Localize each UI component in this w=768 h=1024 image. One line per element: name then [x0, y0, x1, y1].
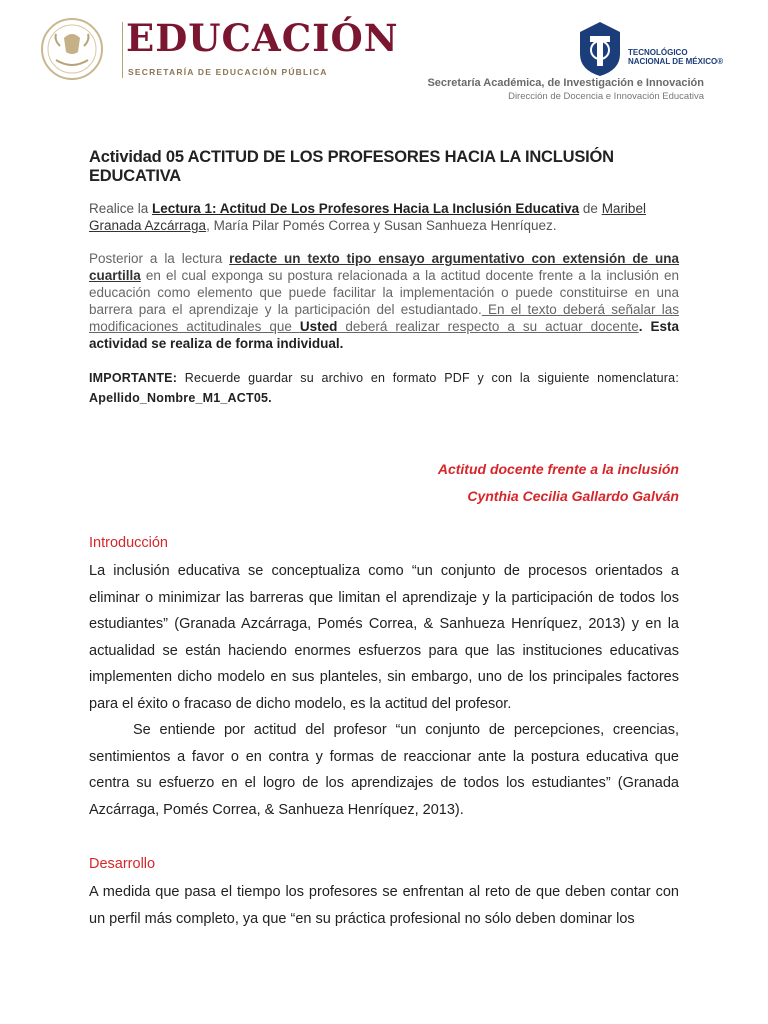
development-paragraph-1: A medida que pasa el tiempo los profesores se enfrentan al reto de que deben contar con un perfil más completo, ya que “en su práctica profesional no sólo deben dominar los — [89, 884, 679, 927]
secretaria-label: Secretaría Académica, de Investigación e Innovación — [427, 77, 704, 89]
important-note: IMPORTANTE: Recuerde guardar su archivo en formato PDF y con la siguiente nomenclatura: Apellido_Nombre_M1_ACT05. — [89, 371, 679, 405]
intro-heading: Introducción — [89, 535, 168, 551]
direccion-label: Dirección de Docencia e Innovación Educativa — [508, 91, 704, 102]
intro-paragraph-2: Se entiende por actitud del profesor “un conjunto de percepciones, creencias, sentimientos a favor o en contra y formas de reaccionar ante la postura educativa que centra su esfuerzo en el logro de los aprendizajes de todos los estudiantes” (Granada Azcárraga, Pomés Correa, & Sanhueza Henríquez, 2013). — [89, 722, 679, 818]
header-separator — [122, 22, 123, 78]
reading-paragraph: Realice la Lectura 1: Actitud De Los Profesores Hacia La Inclusión Educativa de Maribel Granada Azcárraga, María Pilar Pomés Correa y Susan Sanhueza Henríquez. — [89, 201, 646, 233]
essay-title: Actitud docente frente a la inclusión — [437, 461, 679, 477]
essay-author: Cynthia Cecilia Gallardo Galván — [467, 488, 679, 504]
tecnm-name: TECNOLÓGICO NACIONAL DE MÉXICO® — [628, 48, 724, 66]
document-header — [0, 0, 768, 120]
tecnm-logo-icon — [576, 20, 624, 78]
activity-title: Actividad 05 ACTITUD DE LOS PROFESORES HACIA LA INCLUSIÓN EDUCATIVA — [89, 148, 614, 185]
intro-paragraph-1: La inclusión educativa se conceptualiza como “un conjunto de procesos orientados a eliminar o minimizar las barreras que limitan el aprendizaje y la participación de todos los estudiantes” (Granada Azcárraga, Pomés Correa, & Sanhueza Henríquez, 2013) y en la actualidad se están haciendo enormes esfuerzos para que las instituciones educativas implementen dicho modelo en sus planteles, sin embargo, uno de los principales factores para el éxito o fracaso de dicho modelo, es la actitud del profesor. — [89, 563, 679, 712]
task-paragraph: Posterior a la lectura redacte un texto tipo ensayo argumentativo con extensión de una cuartilla en el cual exponga su postura relacionada a la actitud docente frente a la inclusión en educación como elemento que puede facilitar la implementación o puede constituirse en una barrera para el aprendizaje y la participación del estudiantado. En el texto deberá señalar las modificaciones actitudinales que Usted deberá realizar respecto a su actuar docente. Esta actividad se realiza de forma individual. — [89, 251, 680, 351]
educacion-logo-title: EDUCACIÓN — [126, 16, 399, 60]
essay-title-block — [438, 456, 679, 510]
mexico-seal-icon — [26, 16, 118, 82]
sep-subtitle: SECRETARÍA DE EDUCACIÓN PÚBLICA — [128, 67, 328, 77]
development-heading: Desarrollo — [89, 856, 156, 872]
activity-instructions — [89, 148, 679, 408]
